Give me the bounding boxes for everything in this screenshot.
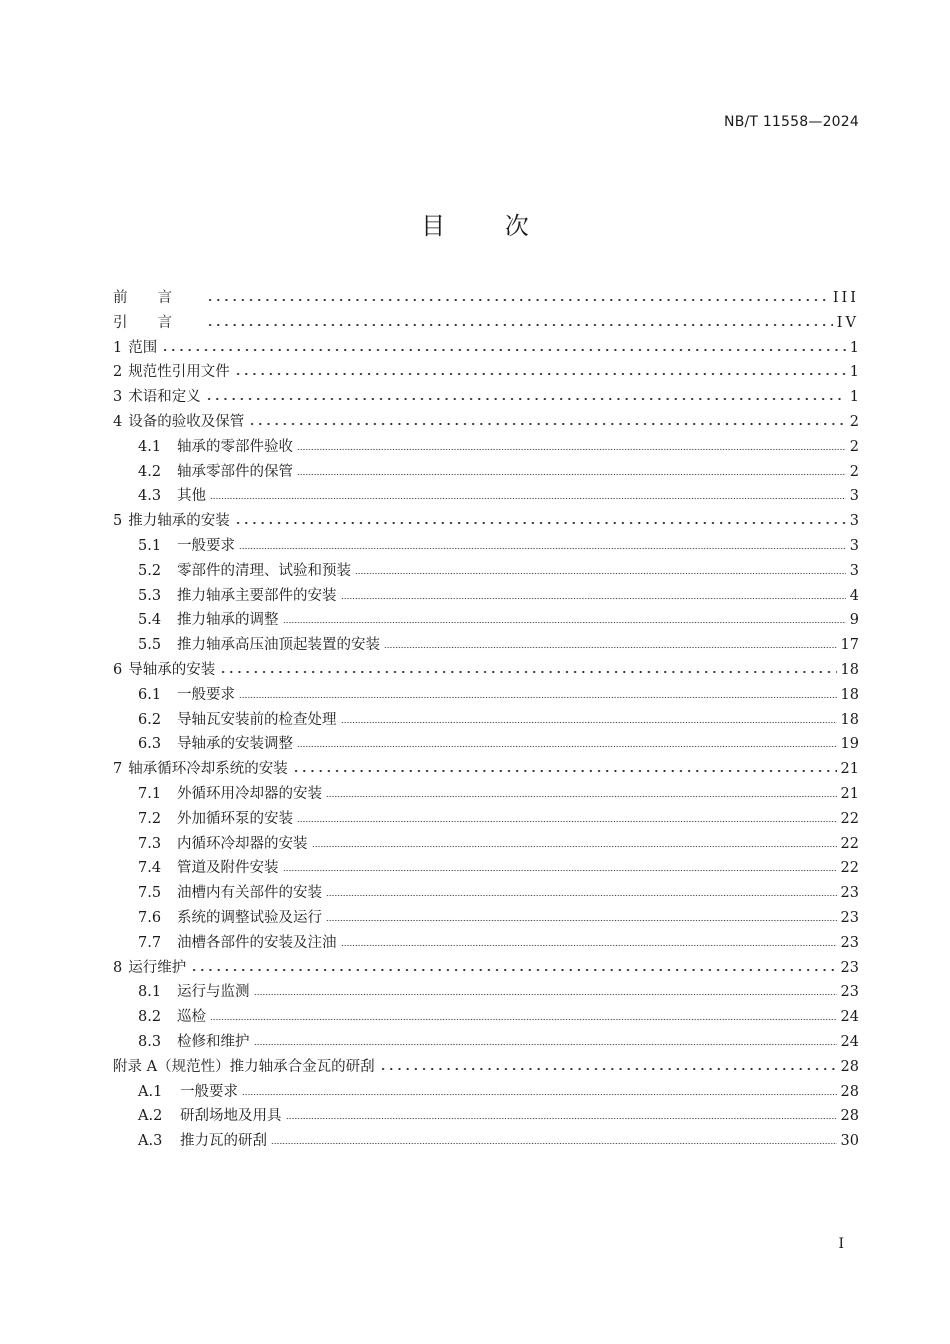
dot-leader xyxy=(190,958,836,972)
dot-leader xyxy=(254,1032,837,1046)
toc-entry-page: 30 xyxy=(840,1133,859,1150)
toc-entry-page: 3 xyxy=(849,562,859,579)
toc-entry[interactable] xyxy=(113,757,859,782)
toc-entry[interactable] xyxy=(113,311,859,336)
dot-leader xyxy=(239,536,846,550)
toc-entry-number: A.1 xyxy=(138,1083,163,1100)
toc-entry-label: 外循环用冷却器的安装 xyxy=(177,785,322,802)
toc-entry-label: 推力轴承主要部件的安装 xyxy=(177,587,337,604)
toc-entry-label: 管道及附件安装 xyxy=(177,860,279,877)
dot-leader xyxy=(205,387,846,401)
toc-entry[interactable] xyxy=(113,1055,859,1080)
toc-entry[interactable] xyxy=(113,1005,859,1030)
dot-leader xyxy=(341,933,837,947)
toc-entry-page: 17 xyxy=(840,637,859,654)
page-title: 目 次 xyxy=(421,212,555,240)
dot-leader xyxy=(341,710,837,724)
dot-leader xyxy=(210,1007,837,1021)
toc-entry-number: 7.3 xyxy=(138,835,162,852)
toc-entry-number: 4.3 xyxy=(138,488,162,505)
dot-leader xyxy=(297,462,846,476)
dot-leader xyxy=(297,734,837,748)
toc-entry[interactable] xyxy=(113,658,859,683)
toc-entry-number: 6.2 xyxy=(138,711,162,728)
toc-entry-page: 23 xyxy=(840,959,859,976)
toc-entry-number: 6.1 xyxy=(138,686,162,703)
toc-entry-number: 4 xyxy=(113,413,123,430)
toc-entry-label: 导轴瓦安装前的检查处理 xyxy=(177,711,337,728)
dot-leader xyxy=(248,412,846,426)
toc-entry-number: 7.7 xyxy=(138,934,162,951)
toc-entry[interactable] xyxy=(113,336,859,361)
toc-entry[interactable] xyxy=(113,460,859,485)
toc-entry[interactable] xyxy=(113,708,859,733)
toc-entry-label: 推力轴承的安装 xyxy=(128,513,230,530)
toc-entry[interactable] xyxy=(113,360,859,385)
toc-entry[interactable] xyxy=(113,633,859,658)
toc-entry[interactable] xyxy=(113,410,859,435)
toc-entry-page: III xyxy=(832,290,859,306)
toc-entry[interactable] xyxy=(113,931,859,956)
toc-entry-label: 油槽各部件的安装及注油 xyxy=(177,934,337,951)
toc-entry-page: 22 xyxy=(840,810,859,827)
toc-entry-label: 推力瓦的研刮 xyxy=(180,1133,267,1150)
toc-entry-label: 一般要求 xyxy=(177,537,235,554)
toc-entry-page: 28 xyxy=(840,1108,859,1125)
toc-entry-number: 8.3 xyxy=(138,1033,162,1050)
toc-entry-label: 轴承的零部件验收 xyxy=(177,438,293,455)
dot-leader xyxy=(326,883,837,897)
toc-entry-page: 22 xyxy=(840,860,859,877)
toc-entry[interactable] xyxy=(113,286,859,311)
toc-entry-page: IV xyxy=(836,314,859,331)
toc-entry-page: 19 xyxy=(840,736,859,753)
toc-entry-page: 3 xyxy=(849,488,859,505)
toc-entry[interactable] xyxy=(113,906,859,931)
toc-entry-label: 检修和维护 xyxy=(177,1033,250,1050)
toc-entry[interactable] xyxy=(113,1129,859,1154)
toc-entry-page: 1 xyxy=(849,339,859,356)
toc-entry-label: 一般要求 xyxy=(180,1083,238,1100)
dot-leader xyxy=(234,362,846,376)
toc-entry-label: 其他 xyxy=(177,488,206,505)
toc-entry-number: 5.1 xyxy=(138,537,162,554)
toc-entry[interactable] xyxy=(113,807,859,832)
toc-entry-label: 轴承零部件的保管 xyxy=(177,463,293,480)
toc-entry-page: 1 xyxy=(849,389,859,406)
dot-leader xyxy=(254,982,837,996)
toc-entry-label: 外加循环泵的安装 xyxy=(177,810,293,827)
toc-entry-page: 24 xyxy=(840,1033,859,1050)
toc-entry-label: 规范性引用文件 xyxy=(128,364,230,381)
toc-entry[interactable] xyxy=(113,435,859,460)
toc-entry[interactable] xyxy=(113,856,859,881)
dot-leader xyxy=(239,685,837,699)
toc-entry-page: 2 xyxy=(849,413,859,430)
toc-entry-page: 23 xyxy=(840,934,859,951)
toc-entry-number: 6 xyxy=(113,661,123,678)
toc-entry-label: 前言 xyxy=(113,290,202,306)
toc-entry-page: 4 xyxy=(849,587,859,604)
toc-entry-number: 8.1 xyxy=(138,984,162,1001)
toc-entry[interactable] xyxy=(113,1080,859,1105)
toc-entry[interactable] xyxy=(113,881,859,906)
toc-entry-page: 23 xyxy=(840,984,859,1001)
toc-entry[interactable] xyxy=(113,385,859,410)
dot-leader xyxy=(283,610,846,624)
toc-entry-page: 28 xyxy=(840,1083,859,1100)
toc-entry-label: 内循环冷却器的安装 xyxy=(177,835,308,852)
toc-entry-page: 2 xyxy=(849,438,859,455)
toc-entry-page: 3 xyxy=(849,537,859,554)
toc-entry-page: 23 xyxy=(840,885,859,902)
toc-entry-label: 研刮场地及用具 xyxy=(180,1108,282,1125)
toc-entry-number: 1 xyxy=(113,339,123,356)
toc-entry-number: A.2 xyxy=(138,1108,163,1125)
toc-entry[interactable] xyxy=(113,1030,859,1055)
toc-entry-number: 5.2 xyxy=(138,562,162,579)
toc-entry[interactable] xyxy=(113,980,859,1005)
toc-entry-number: 7 xyxy=(113,761,123,778)
toc-entry-label: 推力轴承高压油顶起装置的安装 xyxy=(177,637,380,654)
toc-entry-label: 运行与监测 xyxy=(177,984,250,1001)
toc-entry-number: 7.2 xyxy=(138,810,162,827)
dot-leader xyxy=(292,759,837,773)
toc-entry-page: 3 xyxy=(849,513,859,530)
toc-entry-page: 1 xyxy=(849,364,859,381)
dot-leader xyxy=(210,486,846,500)
toc-entry-number: 4.1 xyxy=(138,438,162,455)
toc-entry-number: 5.3 xyxy=(138,587,162,604)
dot-leader xyxy=(379,1057,837,1071)
toc-entry-label: 运行维护 xyxy=(128,959,187,976)
toc-entry[interactable] xyxy=(113,509,859,534)
toc-entry-number: 7.4 xyxy=(138,860,162,877)
toc-entry-page: 21 xyxy=(840,785,859,802)
toc-entry-page: 18 xyxy=(840,686,859,703)
toc-entry-number: 8 xyxy=(113,959,123,976)
toc-entry-page: 2 xyxy=(849,463,859,480)
dot-leader xyxy=(161,338,846,352)
dot-leader xyxy=(297,437,846,451)
toc-entry[interactable] xyxy=(113,608,859,633)
toc-entry-number: 3 xyxy=(113,389,123,406)
dot-leader xyxy=(355,561,846,575)
page-number: I xyxy=(838,1236,844,1252)
toc-entry-number: 4.2 xyxy=(138,463,162,480)
dot-leader xyxy=(297,809,837,823)
dot-leader xyxy=(283,858,837,872)
toc-entry-number: 7.1 xyxy=(138,785,162,802)
toc-entry-label: 巡检 xyxy=(177,1009,206,1026)
toc-entry[interactable] xyxy=(113,956,859,981)
toc-entry-number: 7.6 xyxy=(138,909,162,926)
toc-entry-number: 5 xyxy=(113,513,123,530)
toc-entry[interactable] xyxy=(113,782,859,807)
table-of-contents xyxy=(113,286,859,1154)
toc-entry-page: 24 xyxy=(840,1009,859,1026)
dot-leader xyxy=(286,1106,837,1120)
toc-entry[interactable] xyxy=(113,584,859,609)
toc-entry-page: 22 xyxy=(840,835,859,852)
dot-leader xyxy=(326,784,837,798)
toc-entry-page: 23 xyxy=(840,909,859,926)
toc-entry[interactable] xyxy=(113,1104,859,1129)
dot-leader xyxy=(341,586,846,600)
toc-entry[interactable] xyxy=(113,534,859,559)
toc-entry-number: 5.5 xyxy=(138,637,162,654)
dot-leader xyxy=(384,635,837,649)
toc-entry-number: 5.4 xyxy=(138,612,162,629)
dot-leader xyxy=(206,288,829,302)
toc-entry-number: 7.5 xyxy=(138,885,162,902)
toc-entry-label: 术语和定义 xyxy=(128,389,201,406)
toc-entry-number: 8.2 xyxy=(138,1009,162,1026)
toc-entry-number: 2 xyxy=(113,364,123,381)
toc-entry[interactable] xyxy=(113,732,859,757)
toc-entry-label: 推力轴承的调整 xyxy=(177,612,279,629)
toc-entry-label: 引言 xyxy=(113,314,202,331)
toc-entry-label: 导轴承的安装 xyxy=(128,661,216,678)
toc-entry-label: 系统的调整试验及运行 xyxy=(177,909,322,926)
toc-entry-label: 油槽内有关部件的安装 xyxy=(177,885,322,902)
dot-leader xyxy=(271,1131,837,1145)
toc-entry-label: 一般要求 xyxy=(177,686,235,703)
toc-entry-page: 28 xyxy=(840,1058,859,1075)
toc-entry-number: 6.3 xyxy=(138,736,162,753)
toc-entry-label: 附录 A（规范性）推力轴承合金瓦的研刮 xyxy=(113,1058,375,1075)
toc-entry-label: 导轴承的安装调整 xyxy=(177,736,293,753)
standard-code: NB/T 11558—2024 xyxy=(724,114,859,130)
dot-leader xyxy=(206,313,833,327)
dot-leader xyxy=(234,511,846,525)
toc-entry[interactable] xyxy=(113,559,859,584)
toc-entry-number: A.3 xyxy=(138,1133,163,1150)
toc-entry-page: 9 xyxy=(849,612,859,629)
toc-entry-label: 轴承循环冷却系统的安装 xyxy=(128,761,288,778)
dot-leader xyxy=(312,834,837,848)
toc-entry-label: 设备的验收及保管 xyxy=(128,413,245,430)
toc-entry-page: 21 xyxy=(840,761,859,778)
toc-entry-label: 零部件的清理、试验和预装 xyxy=(177,562,351,579)
dot-leader xyxy=(219,660,836,674)
dot-leader xyxy=(326,908,837,922)
toc-entry[interactable] xyxy=(113,683,859,708)
toc-entry[interactable] xyxy=(113,484,859,509)
dot-leader xyxy=(242,1082,837,1096)
toc-entry-page: 18 xyxy=(840,711,859,728)
toc-entry-label: 范围 xyxy=(128,339,158,356)
toc-entry-page: 18 xyxy=(840,661,859,678)
toc-entry[interactable] xyxy=(113,832,859,857)
